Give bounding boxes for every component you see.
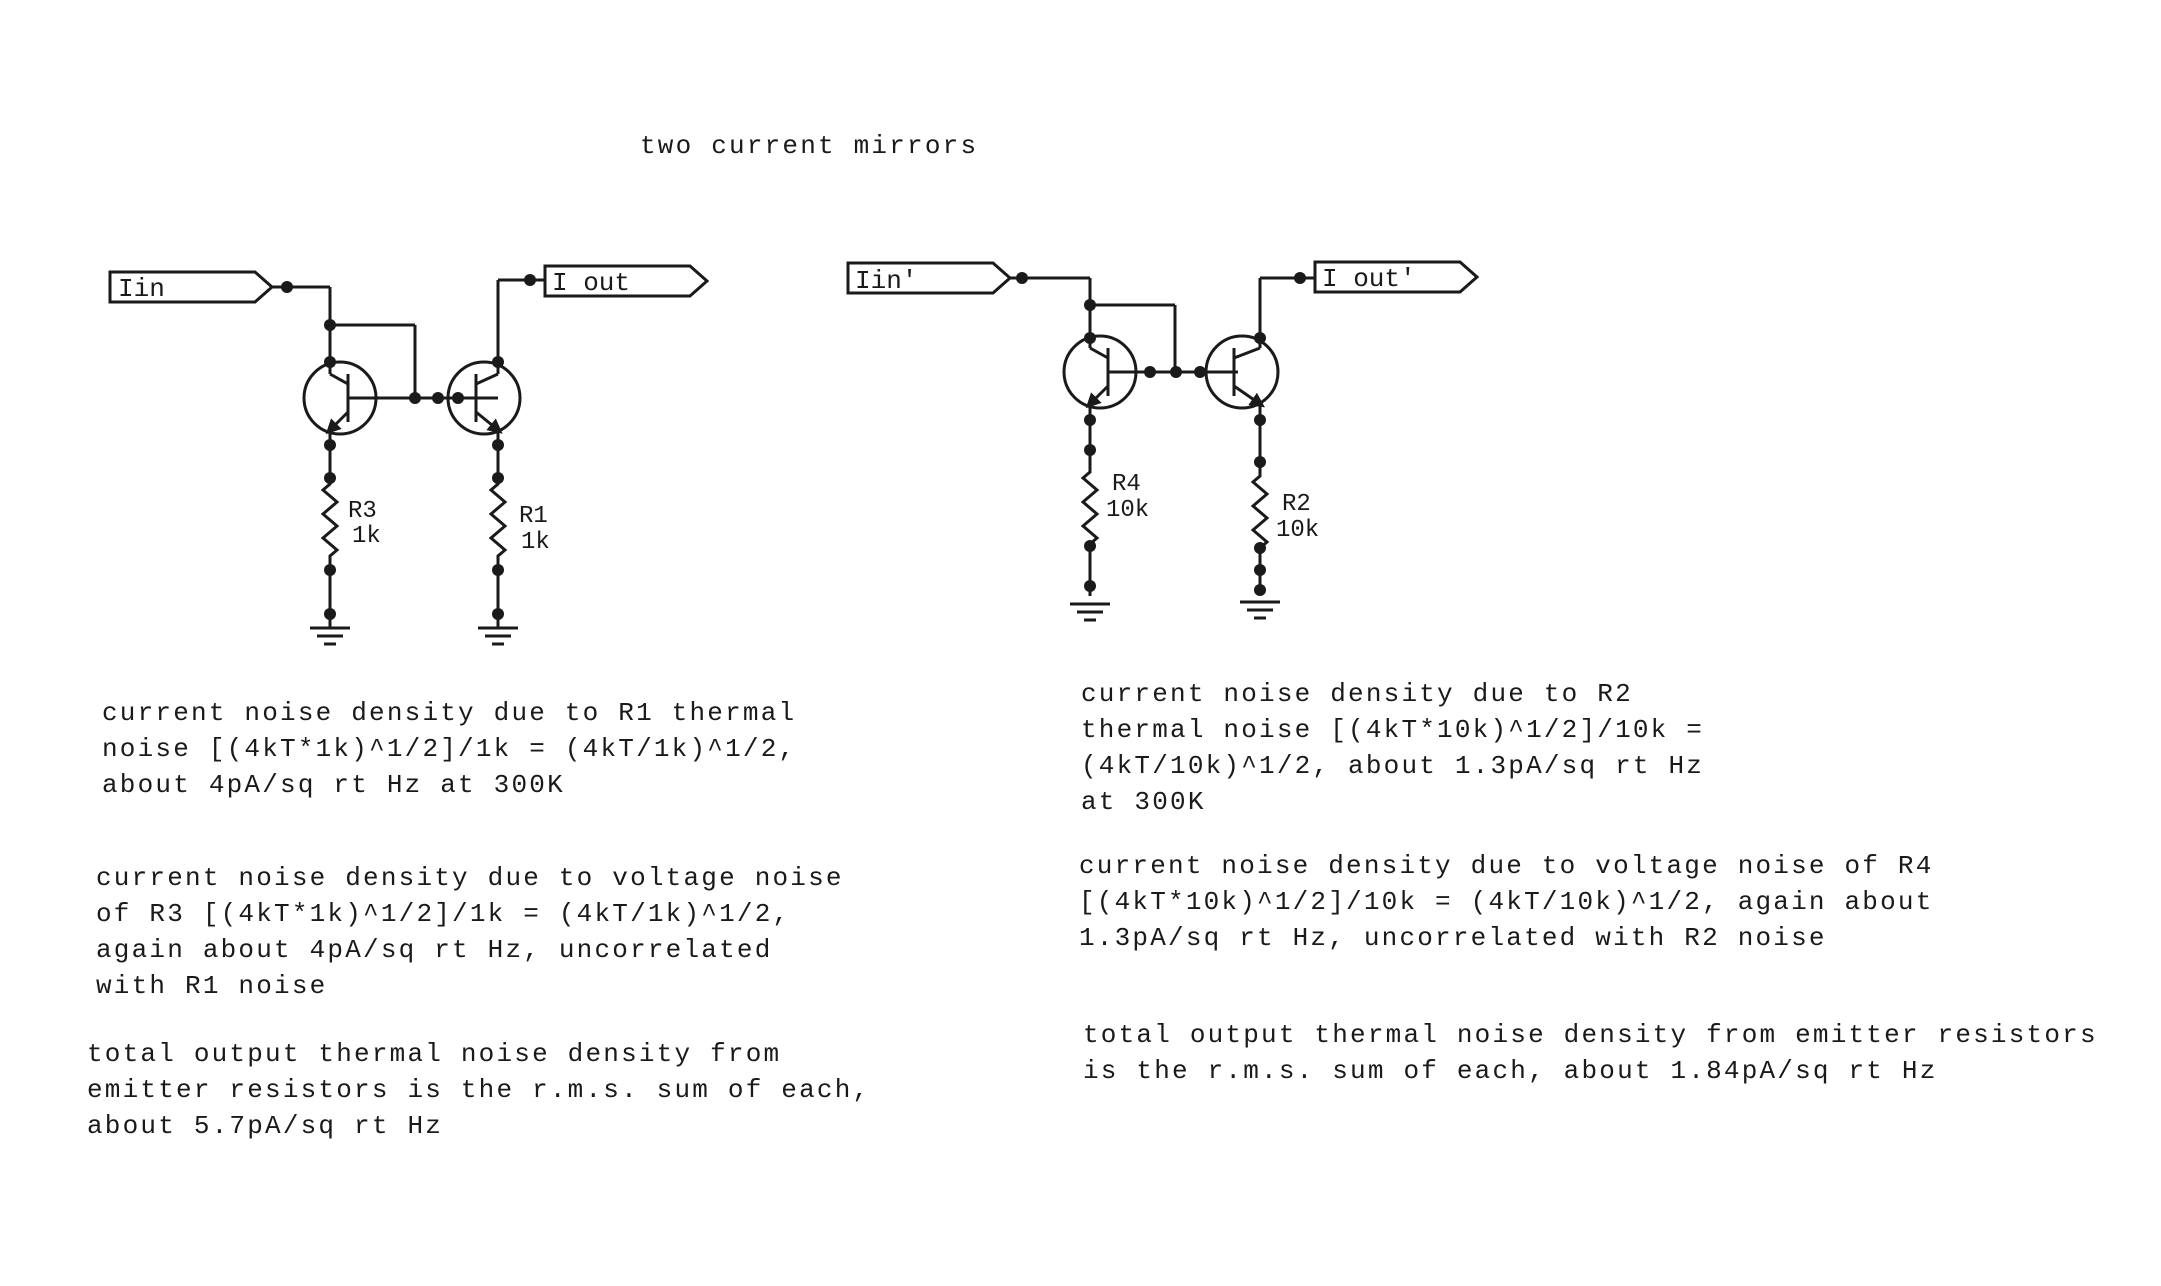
r1-value: 1k <box>521 529 550 556</box>
note-line: noise [(4kT*1k)^1/2]/1k = (4kT/1k)^1/2, <box>102 734 797 764</box>
note-left-total <box>87 1036 870 1144</box>
r2-name: R2 <box>1282 491 1311 518</box>
iout-label: I out <box>552 268 631 298</box>
ground-icon <box>1070 604 1110 620</box>
iout-prime-label: I out' <box>1322 264 1416 294</box>
resistor-r2 <box>1253 470 1267 554</box>
note-line: about 4pA/sq rt Hz at 300K <box>102 770 565 800</box>
note-line: 1.3pA/sq rt Hz, uncorrelated with R2 noise <box>1079 923 1827 953</box>
note-r2-thermal <box>1081 676 1704 820</box>
note-line: of R3 [(4kT*1k)^1/2]/1k = (4kT/1k)^1/2, <box>96 899 791 929</box>
resistor-r4 <box>1083 466 1097 550</box>
note-line: (4kT/10k)^1/2, about 1.3pA/sq rt Hz <box>1081 751 1705 781</box>
right-junction-dots <box>1016 272 1306 596</box>
note-line: current noise density due to voltage noise <box>96 863 844 893</box>
resistor-r3 <box>323 478 337 562</box>
note-line: at 300K <box>1081 787 1206 817</box>
r1-name: R1 <box>519 503 548 530</box>
note-line: thermal noise [(4kT*10k)^1/2]/10k = <box>1081 715 1705 745</box>
note-line: about 5.7pA/sq rt Hz <box>87 1111 444 1141</box>
note-line: total output thermal noise density from <box>87 1039 782 1069</box>
note-line: current noise density due to voltage noise of R4 <box>1079 851 1934 881</box>
r2-value: 10k <box>1276 517 1320 544</box>
iin-label: Iin <box>118 274 165 304</box>
note-line: is the r.m.s. sum of each, about 1.84pA/sq rt Hz <box>1083 1056 1938 1086</box>
resistor-r1 <box>491 478 505 562</box>
note-line: with R1 noise <box>96 971 328 1001</box>
note-r3-voltage <box>96 860 844 1004</box>
r4-value: 10k <box>1106 497 1150 524</box>
note-line: [(4kT*10k)^1/2]/10k = (4kT/10k)^1/2, again about <box>1079 887 1934 917</box>
note-line: again about 4pA/sq rt Hz, uncorrelated <box>96 935 773 965</box>
iin-prime-label: Iin' <box>855 266 918 296</box>
ground-icon <box>310 628 350 644</box>
right-current-mirror <box>848 262 1477 620</box>
note-line: current noise density due to R1 thermal <box>102 698 797 728</box>
ground-icon <box>1240 602 1280 618</box>
note-right-total <box>1083 1017 2098 1089</box>
r4-name: R4 <box>1112 471 1141 498</box>
r3-value: 1k <box>352 523 381 550</box>
note-line: emitter resistors is the r.m.s. sum of each, <box>87 1075 871 1105</box>
note-line: current noise density due to R2 <box>1081 679 1633 709</box>
diagram-title: two current mirrors <box>640 131 979 161</box>
note-line: total output thermal noise density from emitter resistors <box>1083 1020 2098 1050</box>
r3-name: R3 <box>348 498 377 525</box>
note-r4-voltage <box>1079 848 1934 956</box>
note-r1-thermal <box>102 695 796 803</box>
left-current-mirror <box>110 266 707 644</box>
ground-icon <box>478 628 518 644</box>
